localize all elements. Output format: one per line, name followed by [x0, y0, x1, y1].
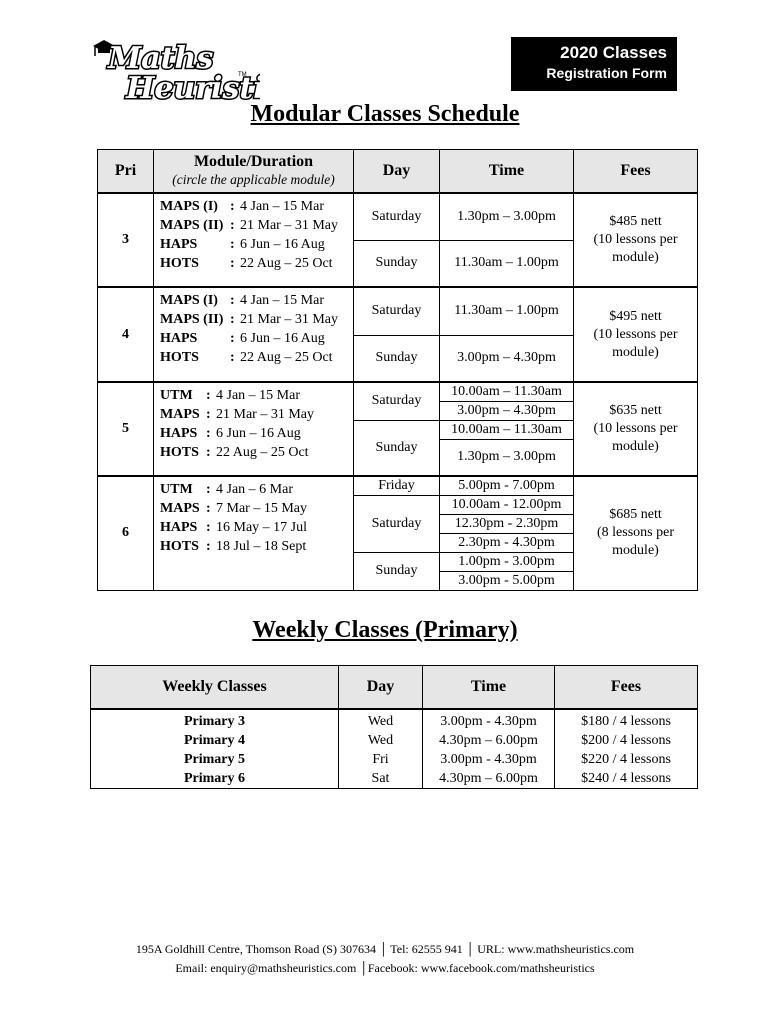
- time-cell: 3.00pm - 5.00pm: [440, 571, 574, 590]
- header-fees: Fees: [555, 666, 698, 710]
- footer-contact: [0, 940, 770, 978]
- day-cell: Sunday: [354, 552, 440, 590]
- module-name: MAPS (II): [160, 312, 224, 327]
- table-row: [91, 731, 698, 750]
- fees-cell: $685 nett (8 lessons per module): [574, 476, 698, 590]
- day-cell: Saturday: [354, 382, 440, 420]
- time-cell: 3.00pm - 4.30pm: [423, 750, 555, 769]
- table-header-row: [91, 666, 698, 710]
- module-name: UTM: [160, 482, 193, 497]
- header-weekly-classes: Weekly Classes: [91, 666, 339, 710]
- table-row: [98, 193, 698, 240]
- pri-level: 4: [98, 287, 154, 382]
- day-cell: Fri: [339, 750, 423, 769]
- fees-cell: $495 nett (10 lessons per module): [574, 287, 698, 382]
- time-cell: 3.00pm – 4.30pm: [440, 401, 574, 420]
- module-name: HOTS: [160, 445, 199, 460]
- module-dates: 22 Aug – 25 Oct: [240, 350, 333, 365]
- time-cell: 1.30pm – 3.00pm: [440, 439, 574, 476]
- module-name: HAPS: [160, 237, 198, 252]
- module-dates: 21 Mar – 31 May: [240, 218, 338, 233]
- module-name: MAPS (I): [160, 293, 218, 308]
- time-cell: 3.00pm - 4.30pm: [423, 709, 555, 731]
- day-cell: Sunday: [354, 420, 440, 476]
- fees-cell: $635 nett (10 lessons per module): [574, 382, 698, 476]
- module-name: MAPS (II): [160, 218, 224, 233]
- time-cell: 2.30pm - 4.30pm: [440, 533, 574, 552]
- module-dates: 21 Mar – 31 May: [240, 312, 338, 327]
- weekly-classes-table: [90, 665, 698, 789]
- time-cell: 11.30am – 1.00pm: [440, 287, 574, 335]
- module-name: HOTS: [160, 539, 199, 554]
- module-dates: 6 Jun – 16 Aug: [240, 237, 325, 252]
- logo-graphic: [90, 36, 260, 102]
- logo-line2: Heurist: [126, 71, 254, 102]
- trademark-mark: TM: [238, 72, 247, 78]
- pri-level: 3: [98, 193, 154, 287]
- time-cell: 10.00am - 12.00pm: [440, 495, 574, 514]
- table-row: [91, 750, 698, 769]
- badge-subtitle: Registration Form: [546, 65, 667, 81]
- module-dates: 7 Mar – 15 May: [216, 501, 307, 516]
- day-cell: Sunday: [354, 335, 440, 382]
- table-row: [91, 769, 698, 789]
- module-dates: 4 Jan – 6 Mar: [216, 482, 293, 497]
- module-name: MAPS: [160, 407, 200, 422]
- module-list[interactable]: MAPS (I) : 4 Jan – 15 Mar MAPS (II) : 21 Mar – 31 May HAPS : 6 Jun – 16 Aug HOTS : 22 Aug – 25 Oct: [154, 193, 354, 287]
- modular-title: Modular Classes Schedule: [250, 101, 520, 127]
- weekly-title: Weekly Classes (Primary): [252, 617, 518, 643]
- header-module-hint: (circle the applicable module): [172, 172, 335, 187]
- header-day: Day: [339, 666, 423, 710]
- header-fees: Fees: [574, 150, 698, 194]
- time-cell: 12.30pm - 2.30pm: [440, 514, 574, 533]
- fees-cell: $485 nett (10 lessons per module): [574, 193, 698, 287]
- module-dates: 4 Jan – 15 Mar: [216, 388, 300, 403]
- module-dates: 4 Jan – 15 Mar: [240, 199, 324, 214]
- day-cell: Saturday: [354, 495, 440, 552]
- logo-line1: Maths: [108, 41, 214, 76]
- module-list[interactable]: UTM : 4 Jan – 15 Mar MAPS : 21 Mar – 31 May HAPS : 6 Jun – 16 Aug HOTS : 22 Aug – 25 Oct: [154, 382, 354, 476]
- module-list[interactable]: UTM : 4 Jan – 6 Mar MAPS : 7 Mar – 15 May HAPS : 16 May – 17 Jul HOTS : 18 Jul – 18 Sept: [154, 476, 354, 590]
- module-dates: 22 Aug – 25 Oct: [216, 445, 309, 460]
- module-name: MAPS: [160, 501, 200, 516]
- header-module-label: Module/Duration: [193, 153, 314, 170]
- day-cell: Saturday: [354, 193, 440, 240]
- time-cell: 11.30am – 1.00pm: [440, 240, 574, 287]
- registration-badge: [511, 37, 677, 91]
- day-cell: Wed: [339, 709, 423, 731]
- maths-heuristics-logo: [90, 36, 260, 102]
- module-dates: 18 Jul – 18 Sept: [216, 539, 307, 554]
- class-name[interactable]: Primary 4: [183, 733, 246, 748]
- footer-email-line[interactable]: Email: enquiry@mathsheuristics.com │Facebook: www.facebook.com/mathsheuristics: [175, 961, 595, 975]
- module-dates: 6 Jun – 16 Aug: [216, 426, 301, 441]
- time-cell: 3.00pm – 4.30pm: [440, 335, 574, 382]
- day-cell: Friday: [354, 476, 440, 495]
- module-name: HOTS: [160, 350, 199, 365]
- class-name[interactable]: Primary 6: [183, 771, 246, 786]
- module-dates: 6 Jun – 16 Aug: [240, 331, 325, 346]
- day-cell: Wed: [339, 731, 423, 750]
- pri-level: 5: [98, 382, 154, 476]
- header-day: Day: [354, 150, 440, 194]
- table-row: [98, 476, 698, 495]
- day-cell: Saturday: [354, 287, 440, 335]
- module-dates: 22 Aug – 25 Oct: [240, 256, 333, 271]
- class-name[interactable]: Primary 3: [183, 714, 246, 729]
- header-time: Time: [440, 150, 574, 194]
- fees-cell: $200 / 4 lessons: [555, 731, 698, 750]
- table-row: [98, 382, 698, 401]
- table-row: [98, 287, 698, 335]
- time-cell: 5.00pm - 7.00pm: [440, 476, 574, 495]
- module-name: HOTS: [160, 256, 199, 271]
- fees-cell: $180 / 4 lessons: [555, 709, 698, 731]
- time-cell: 10.00am – 11.30am: [440, 420, 574, 439]
- table-header-row: [98, 150, 698, 194]
- module-name: UTM: [160, 388, 193, 403]
- time-cell: 10.00am – 11.30am: [440, 382, 574, 401]
- fees-cell: $220 / 4 lessons: [555, 750, 698, 769]
- fees-cell: $240 / 4 lessons: [555, 769, 698, 789]
- module-name: MAPS (I): [160, 199, 218, 214]
- header-time: Time: [423, 666, 555, 710]
- module-dates: 16 May – 17 Jul: [216, 520, 307, 535]
- time-cell: 4.30pm – 6.00pm: [423, 731, 555, 750]
- module-name: HAPS: [160, 331, 198, 346]
- badge-year: 2020 Classes: [560, 43, 667, 62]
- time-cell: 1.00pm - 3.00pm: [440, 552, 574, 571]
- table-row: [91, 709, 698, 731]
- module-dates: 21 Mar – 31 May: [216, 407, 314, 422]
- header-module: [154, 150, 354, 194]
- time-cell: 4.30pm – 6.00pm: [423, 769, 555, 789]
- module-list[interactable]: MAPS (I) : 4 Jan – 15 Mar MAPS (II) : 21 Mar – 31 May HAPS : 6 Jun – 16 Aug HOTS : 22 Aug – 25 Oct: [154, 287, 354, 382]
- footer-address-line: 195A Goldhill Centre, Thomson Road (S) 307634 │ Tel: 62555 941 │ URL: www.mathsheuristics.com: [135, 942, 635, 956]
- time-cell: 1.30pm – 3.00pm: [440, 193, 574, 240]
- module-dates: 4 Jan – 15 Mar: [240, 293, 324, 308]
- header-pri: Pri: [98, 150, 154, 194]
- day-cell: Sat: [339, 769, 423, 789]
- pri-level: 6: [98, 476, 154, 590]
- module-name: HAPS: [160, 426, 198, 441]
- day-cell: Sunday: [354, 240, 440, 287]
- module-name: HAPS: [160, 520, 198, 535]
- modular-schedule-table: [97, 149, 698, 591]
- class-name[interactable]: Primary 5: [183, 752, 246, 767]
